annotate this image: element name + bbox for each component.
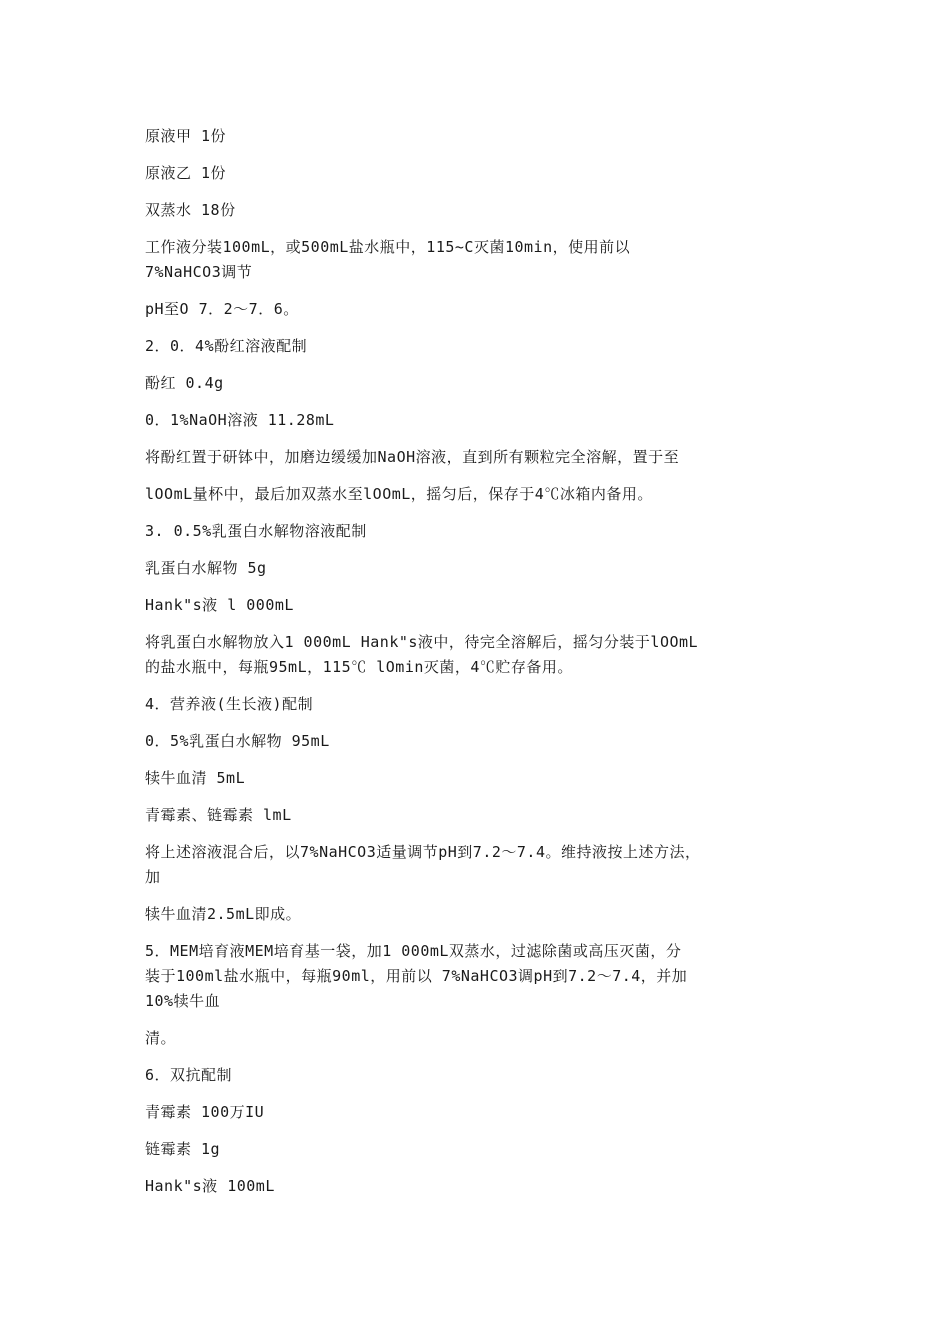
text-line: 链霉素 1g: [145, 1140, 221, 1158]
text-line: pH至O 7．2～7．6。: [145, 300, 299, 318]
text-line: 0．5%乳蛋白水解物 95mL: [145, 732, 330, 750]
text-line: 将乳蛋白水解物放入1 000mL Hank"s液中，待完全溶解后，摇匀分装于lOOmL 的盐水瓶中，每瓶95mL，115℃ lOmin灭菌，4℃贮存备用。: [145, 633, 699, 676]
text-line: 犊牛血清2.5mL即成。: [145, 905, 302, 923]
text-line: 青霉素、链霉素 lmL: [145, 806, 292, 824]
section-heading: 3. 0.5%乳蛋白水解物溶液配制: [145, 522, 367, 540]
text-line: Hank"s液 l 000mL: [145, 596, 294, 614]
text-line: 将上述溶液混合后，以7%NaHCO3适量调节pH到7.2～7.4。维持液按上述方法， 加: [145, 843, 701, 886]
text-line: 酚红 0.4g: [145, 374, 224, 392]
text-line: 清。: [145, 1029, 177, 1047]
text-line: 青霉素 100万IU: [145, 1103, 265, 1121]
document-body: [145, 124, 825, 1211]
text-line: 乳蛋白水解物 5g: [145, 559, 267, 577]
text-line: 原液乙 1份: [145, 164, 227, 182]
section-heading: 5．MEM培育液MEM培育基一袋，加1 000mL双蒸水，过滤除菌或高压灭菌，分 装于100ml盐水瓶中，每瓶90ml，用前以 7%NaHCO3调pH到7.2～7.4，并加 10%犊牛血: [145, 942, 688, 1010]
section-heading: 4．营养液(生长液)配制: [145, 695, 314, 713]
text-line: Hank"s液 100mL: [145, 1177, 275, 1195]
section-heading: 2．0．4%酚红溶液配制: [145, 337, 308, 355]
text-line: 双蒸水 18份: [145, 201, 236, 219]
text-line: 犊牛血清 5mL: [145, 769, 246, 787]
text-line: 0．1%NaOH溶液 11.28mL: [145, 411, 335, 429]
text-line: 将酚红置于研钵中，加磨边缓缓加NaOH溶液，直到所有颗粒完全溶解，置于至: [145, 448, 680, 466]
section-heading: 6．双抗配制: [145, 1066, 233, 1084]
text-line: 工作液分装100mL，或500mL盐水瓶中，115~C灭菌10min，使用前以 7%NaHCO3调节: [145, 238, 631, 281]
text-line: 原液甲 1份: [145, 127, 227, 145]
text-line: lOOmL量杯中，最后加双蒸水至lOOmL，摇匀后，保存于4℃冰箱内备用。: [145, 485, 653, 503]
